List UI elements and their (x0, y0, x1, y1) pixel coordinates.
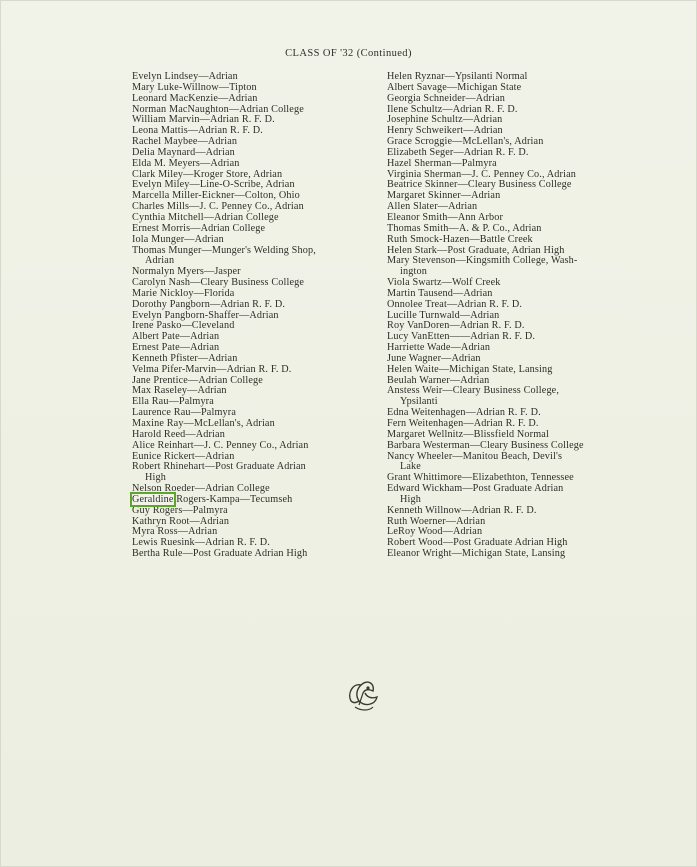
list-item-text: Helen Ryznar—Ypsilanti Normal (387, 71, 528, 82)
list-item-text: Kenneth Pfister—Adrian (132, 352, 238, 364)
list-item-text: Rogers-Kampa—Tecumseh (173, 493, 293, 505)
list-item (387, 549, 615, 560)
list-item (387, 484, 615, 506)
list-item-text: Max Raseley—Adrian (132, 385, 227, 397)
list-item-text: Robert Rhinehart—Post Graduate Adrian (132, 461, 306, 473)
list-item-text: Onnolee Treat—Adrian R. F. D. (387, 298, 523, 310)
list-item-text: Laurence Rau—Palmyra (132, 407, 236, 419)
list-item-text: Virginia Sherman—J. C. Penney Co., Adrian (387, 168, 576, 180)
list-item (387, 452, 615, 474)
list-item-text: Mary Stevenson—Kingsmith College, Wash- (387, 255, 578, 267)
list-item-continuation: Ypsilanti (400, 396, 438, 408)
list-item-text: Anstess Weir—Cleary Business College, (387, 385, 560, 397)
list-item-text: Allen Slater—Adrian (387, 201, 478, 213)
list-item-text: Roy VanDoren—Adrian R. F. D. (387, 320, 525, 332)
list-item-text: Eunice Rickert—Adrian (132, 450, 235, 462)
list-item-text: Marie Nickloy—Florida (132, 287, 235, 299)
list-item-text: Barbara Westerman—Cleary Business College (387, 439, 584, 451)
list-item-text: Clark Miley—Kroger Store, Adrian (132, 168, 283, 180)
list-item-text: Myra Ross—Adrian (132, 526, 218, 538)
list-item-text: Margaret Skinner—Adrian (387, 190, 501, 202)
list-item (132, 549, 358, 560)
list-item-text: Nancy Wheeler—Manitou Beach, Devil's (387, 450, 563, 462)
highlighted-word[interactable]: Geraldine (132, 493, 174, 505)
list-item-text: Thomas Smith—A. & P. Co., Adrian (387, 222, 542, 234)
list-item-text: June Wagner—Adrian (387, 352, 481, 364)
list-item-text: Helen Stark—Post Graduate, Adrian High (387, 244, 565, 256)
list-item-text: Leonard MacKenzie—Adrian (132, 92, 258, 104)
list-item-text: Evelyn Pangborn-Shaffer—Adrian (132, 309, 279, 321)
list-item-text: Margaret Wellnitz—Blissfield Normal (387, 428, 549, 440)
list-item-text: Carolyn Nash—Cleary Business College (132, 277, 305, 289)
list-item-text: Lewis Ruesink—Adrian R. F. D. (132, 537, 270, 549)
list-item (132, 462, 358, 484)
list-item (387, 256, 615, 278)
list-item-text: Mary Luke-Willnow—Tipton (132, 81, 257, 93)
list-item-text: Eleanor Smith—Ann Arbor (387, 211, 504, 223)
list-item-text: Leona Mattis—Adrian R. F. D. (132, 125, 263, 137)
list-item-text: William Marvin—Adrian R. F. D. (132, 114, 275, 126)
list-item-text: Georgia Schneider—Adrian (387, 92, 505, 104)
list-item-text: Maxine Ray—McLellan's, Adrian (132, 418, 275, 429)
list-item-text: Kathryn Root—Adrian (132, 515, 230, 527)
list-item-text: Grant Whittimore—Elizabethton, Tennessee (387, 472, 574, 484)
list-item-text: Robert Wood—Post Graduate Adrian High (387, 537, 568, 549)
page-title: CLASS OF '32 (Continued) (285, 48, 412, 59)
list-item-continuation: High (400, 493, 421, 505)
list-item-text: Edna Weitenhagen—Adrian R. F. D. (387, 407, 541, 419)
list-item-text: Nelson Roeder—Adrian College (132, 483, 270, 495)
left-name-column (132, 72, 358, 560)
list-item-text: Eleanor Wright—Michigan State, Lansing (387, 548, 566, 560)
list-item-text: Elda M. Meyers—Adrian (132, 157, 240, 169)
list-item-text: Marcella Miller-Eickner—Colton, Ohio (132, 190, 300, 202)
list-item-text: Iola Munger—Adrian (132, 233, 224, 245)
list-item-text: Ilene Schultz—Adrian R. F. D. (387, 103, 518, 115)
list-item-text: Evelyn Lindsey—Adrian (132, 71, 238, 82)
list-item-continuation: ington (400, 266, 427, 278)
list-item-text: Albert Pate—Adrian (132, 331, 220, 343)
list-item-text: Ruth Smock-Hazen—Battle Creek (387, 233, 533, 245)
list-item-text: Ella Rau—Palmyra (132, 396, 214, 408)
list-item-text: Charles Mills—J. C. Penney Co., Adrian (132, 201, 304, 213)
list-item-text: Beatrice Skinner—Cleary Business College (387, 179, 572, 191)
list-item-text: Normalyn Myers—Jasper (132, 266, 241, 278)
list-item-text: Guy Rogers—Palmyra (132, 504, 228, 516)
list-item-text: Dorothy Pangborn—Adrian R. F. D. (132, 298, 286, 310)
list-item (132, 246, 358, 268)
list-item-text: Kenneth Willnow—Adrian R. F. D. (387, 504, 537, 516)
list-item-text: Grace Scroggie—McLellan's, Adrian (387, 136, 544, 148)
list-item-text: Ernest Morris—Adrian College (132, 222, 266, 234)
list-item-continuation: Adrian (145, 255, 175, 267)
list-item-continuation: Lake (400, 461, 421, 473)
list-item-text: Norman MacNaughton—Adrian College (132, 103, 304, 115)
list-item-text: Ernest Pate—Adrian (132, 342, 220, 354)
list-item (387, 386, 615, 408)
list-item-text: Cynthia Mitchell—Adrian College (132, 211, 279, 223)
list-item-text: Rachel Maybee—Adrian (132, 136, 238, 148)
list-item-text: Ruth Woerner—Adrian (387, 515, 486, 527)
list-item-text: Alice Reinhart—J. C. Penney Co., Adrian (132, 439, 309, 451)
list-item-text: Velma Pifer-Marvin—Adrian R. F. D. (132, 363, 292, 375)
list-item-text: Elizabeth Seger—Adrian R. F. D. (387, 146, 529, 158)
list-item-text: LeRoy Wood—Adrian (387, 526, 483, 538)
list-item-text: Fern Weitenhagen—Adrian R. F. D. (387, 418, 539, 429)
list-item-text: Delia Maynard—Adrian (132, 146, 235, 158)
list-item-text: Thomas Munger—Munger's Welding Shop, (132, 244, 316, 256)
list-item-text: Lucille Turnwald—Adrian (387, 309, 500, 321)
list-item-continuation: High (145, 472, 166, 484)
list-item-text: Lucy VanEtten——Adrian R. F. D. (387, 331, 536, 343)
leaf-ornament-icon (341, 673, 385, 717)
list-item-text: Harold Reed—Adrian (132, 428, 225, 440)
list-item-text: Henry Schweikert—Adrian (387, 125, 503, 137)
list-item-text: Evelyn Miley—Line-O-Scribe, Adrian (132, 179, 295, 191)
list-item-text: Jane Prentice—Adrian College (132, 374, 263, 386)
list-item-text: Helen Waite—Michigan State, Lansing (387, 363, 553, 375)
list-item-text: Edward Wickham—Post Graduate Adrian (387, 483, 564, 495)
list-item-text: Harriette Wade—Adrian (387, 342, 491, 354)
right-name-column (387, 72, 615, 560)
list-item-text: Josephine Schultz—Adrian (387, 114, 503, 126)
list-item-text: Hazel Sherman—Palmyra (387, 157, 497, 169)
list-item-text: Martin Tausend—Adrian (387, 287, 493, 299)
list-item-text: Albert Savage—Michigan State (387, 81, 522, 93)
list-item-text: Bertha Rule—Post Graduate Adrian High (132, 548, 308, 560)
list-item-text: Beulah Warner—Adrian (387, 374, 490, 386)
list-item-text: Irene Pasko—Cleveland (132, 320, 235, 332)
list-item-text: Viola Swartz—Wolf Creek (387, 277, 501, 289)
